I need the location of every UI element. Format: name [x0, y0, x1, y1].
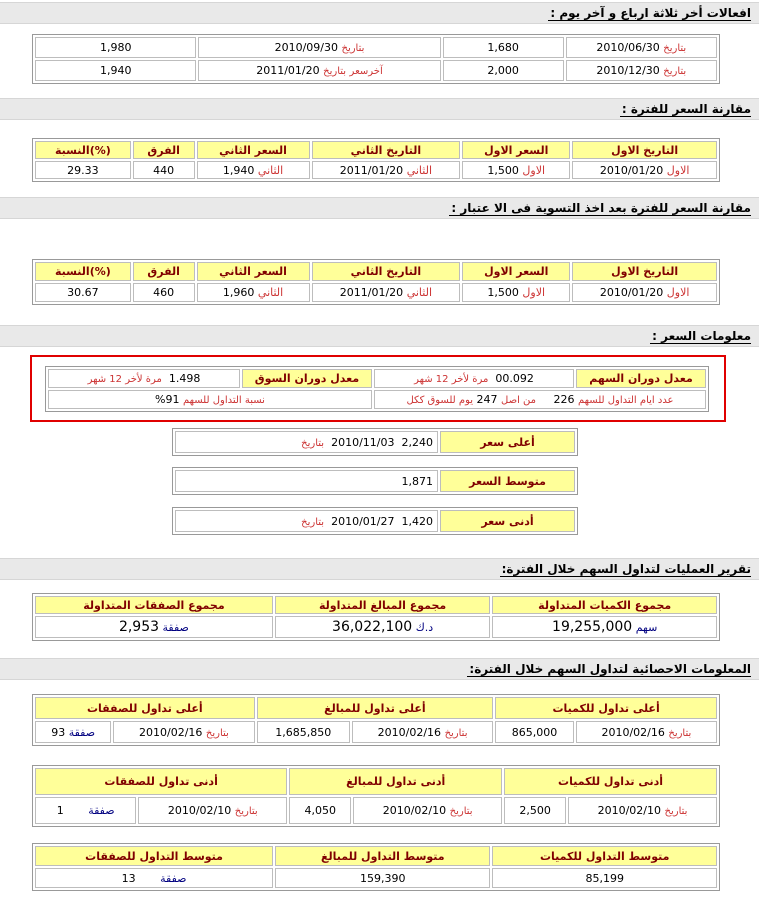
- low-deals-value: 1: [56, 804, 64, 817]
- date-label: بتاريخ: [449, 806, 473, 817]
- second-label: الثاني: [257, 286, 284, 299]
- value-cell: 1,680: [443, 37, 564, 58]
- days-note: من اصل: [501, 395, 537, 406]
- table-header-row: [35, 846, 717, 866]
- low-price-cell: [175, 510, 438, 532]
- avg-price-value: 1,871: [175, 470, 438, 492]
- date-label: بتاريخ: [663, 43, 687, 54]
- date-value: 2011/01/20: [256, 64, 320, 77]
- section-title: المعلومات الاحصائية لتداول السهم خلال الفترة:: [469, 662, 751, 676]
- header-total-amt: مجموع المبالغ المتداولة: [275, 596, 491, 614]
- turnover-stock-label: معدل دوران السهم: [576, 369, 706, 388]
- low-qty-date: 2010/02/10: [597, 804, 662, 817]
- header-date1: التاريخ الاول: [572, 262, 717, 281]
- price1-value: 1,500: [487, 286, 519, 299]
- high-amt-value: 1,685,850: [257, 721, 350, 743]
- low-deal-date-cell: [138, 797, 287, 824]
- second-label: الثاني: [257, 163, 284, 177]
- deals-unit: صفقة: [162, 621, 189, 635]
- high-qty-date-cell: [576, 721, 717, 743]
- turnover-market-value: 1.498: [168, 372, 201, 385]
- high-qty-date: 2010/02/16: [601, 725, 665, 739]
- high-price-cell: [175, 431, 438, 453]
- date2-value: 2011/01/20: [339, 163, 404, 177]
- turnover-stock-cell: [374, 369, 574, 388]
- lowest-trading-table: [32, 765, 720, 827]
- header-total-qty: مجموع الكميات المتداولة: [492, 596, 717, 614]
- header-price2: السعر الثاني: [197, 141, 310, 159]
- price2-cell: [197, 161, 310, 179]
- high-deal-date-cell: [113, 721, 254, 743]
- turnover-market-cell: [48, 369, 240, 388]
- low-amt-date: 2010/02/10: [382, 804, 447, 817]
- table-header-row: [35, 768, 717, 795]
- ratio-value: 91%: [155, 393, 180, 406]
- high-deal-date: 2010/02/16: [139, 725, 203, 739]
- table-row: [35, 60, 717, 81]
- table-row: [48, 369, 706, 388]
- date-cell: [198, 37, 440, 58]
- diff-cell: 460: [133, 283, 195, 302]
- date1-value: 2010/01/20: [599, 286, 664, 299]
- avg-amt-value: 159,390: [275, 868, 490, 888]
- ratio-label: نسبة التداول للسهم: [183, 395, 265, 406]
- header-diff: الفرق: [133, 141, 195, 159]
- low-deals-cell: [35, 797, 136, 824]
- turnover-stock-value: 00.092: [495, 372, 534, 385]
- section-title: مقارنة السعر للفترة :: [621, 102, 751, 116]
- pct-cell: 29.33: [35, 161, 131, 179]
- high-deals-value: 93: [51, 725, 66, 739]
- total-qty-cell: [492, 616, 717, 638]
- header-pct: (%)النسبة: [35, 141, 131, 159]
- trading-days-cell: [374, 390, 706, 409]
- date1-cell: [572, 283, 717, 302]
- total-deals-value: 2,953: [118, 619, 160, 636]
- adjusted-compare-table: [32, 259, 720, 305]
- header-low-deals: أدنى تداول للصفقات: [35, 768, 287, 795]
- average-trading-table: [32, 843, 720, 891]
- value-cell: 1,980: [35, 37, 196, 58]
- last-price-label: آخرسعر: [349, 66, 383, 77]
- date-label: بتاريخ: [323, 66, 347, 77]
- header-date1: التاريخ الاول: [572, 141, 717, 159]
- low-qty-value: 2,500: [504, 797, 566, 824]
- qty-unit: سهم: [635, 621, 658, 635]
- section-bar-operations: [0, 558, 759, 580]
- date-value: 2010/12/30: [596, 64, 660, 77]
- avg-deals-value: 13: [121, 871, 136, 885]
- header-avg-qty: متوسط التداول للكميات: [492, 846, 717, 866]
- date-label: بتاريخ: [668, 727, 692, 739]
- date-cell: [566, 37, 717, 58]
- date-label: بتاريخ: [234, 806, 258, 817]
- high-price-table: [172, 428, 578, 456]
- price1-value: 1,500: [487, 163, 519, 177]
- first-label: الاول: [522, 163, 546, 177]
- price2-value: 1,940: [222, 163, 255, 177]
- avg-qty-value: 85,199: [492, 868, 717, 888]
- low-deal-date: 2010/02/10: [167, 804, 232, 817]
- section-bar-price-info: [0, 325, 759, 347]
- table-row: [175, 431, 575, 453]
- avg-price-table: [172, 467, 578, 495]
- date-label: بتاريخ: [341, 43, 365, 54]
- date1-value: 2010/01/20: [599, 163, 664, 177]
- date-cell: [566, 60, 717, 81]
- date-label: بتاريخ: [663, 66, 687, 77]
- value-cell: 1,940: [35, 60, 196, 81]
- low-amt-value: 4,050: [289, 797, 351, 824]
- high-amt-date-cell: [352, 721, 493, 743]
- high-deals-cell: [35, 721, 111, 743]
- table-row: [35, 37, 717, 58]
- avg-price-label: متوسط السعر: [440, 470, 575, 492]
- trading-ratio-cell: [48, 390, 372, 409]
- table-row: [35, 283, 717, 302]
- operations-table: [32, 593, 720, 641]
- date-label: بتاريخ: [301, 437, 325, 449]
- date-label: بتاريخ: [664, 806, 688, 817]
- pct-cell: 30.67: [35, 283, 131, 302]
- amt-unit: د.ك: [415, 621, 434, 635]
- days-total: 247: [476, 393, 498, 406]
- section-bar-last-quarters: [0, 2, 759, 24]
- days-value: 226: [553, 393, 575, 406]
- avg-deals-cell: [35, 868, 273, 888]
- quarters-table: [32, 34, 720, 84]
- table-row: [48, 390, 706, 409]
- table-header-row: [35, 262, 717, 281]
- low-price-date: 2010/01/27: [331, 514, 395, 528]
- highest-trading-table: [32, 694, 720, 746]
- days-total-note: يوم للسوق ككل: [406, 395, 474, 406]
- first-label: الاول: [522, 286, 546, 299]
- date-label: بتاريخ: [205, 727, 229, 739]
- header-date2: التاريخ الثاني: [312, 262, 461, 281]
- date2-cell: [312, 161, 461, 179]
- header-low-qty: أدنى تداول للكميات: [504, 768, 717, 795]
- turnover-stock-note: مرة لأخر 12 شهر: [414, 374, 489, 385]
- header-diff: الفرق: [133, 262, 195, 281]
- table-row: [35, 161, 717, 179]
- date-label: بتاريخ: [301, 516, 325, 528]
- high-price-value: 2,240: [401, 435, 433, 449]
- section-title: مقارنة السعر للفترة بعد اخذ التسوية فى الا عتبار :: [451, 201, 751, 215]
- first-label: الاول: [666, 163, 690, 177]
- table-row: [35, 797, 717, 824]
- table-row: [35, 616, 717, 638]
- turnover-table: [45, 366, 709, 412]
- header-price1: السعر الاول: [462, 141, 570, 159]
- low-price-value: 1,420: [401, 514, 433, 528]
- header-avg-deals: متوسط التداول للصفقات: [35, 846, 273, 866]
- header-price2: السعر الثاني: [197, 262, 310, 281]
- total-deals-cell: [35, 616, 273, 638]
- price2-cell: [197, 283, 310, 302]
- header-low-amt: أدنى تداول للمبالغ: [289, 768, 502, 795]
- header-date2: التاريخ الثاني: [312, 141, 461, 159]
- price1-cell: [462, 161, 570, 179]
- price1-cell: [462, 283, 570, 302]
- first-label: الاول: [666, 286, 690, 299]
- table-row: [35, 868, 717, 888]
- header-avg-amt: متوسط التداول للمبالغ: [275, 846, 490, 866]
- low-qty-date-cell: [568, 797, 717, 824]
- date2-cell: [312, 283, 461, 302]
- table-header-row: [35, 596, 717, 614]
- header-pct: (%)النسبة: [35, 262, 131, 281]
- diff-cell: 440: [133, 161, 195, 179]
- deal-unit: صفقة: [68, 725, 96, 739]
- header-price1: السعر الاول: [462, 262, 570, 281]
- date-cell: [198, 60, 440, 81]
- table-row: [175, 510, 575, 532]
- header-total-deals: مجموع الصفقات المتداولة: [35, 596, 273, 614]
- low-price-table: [172, 507, 578, 535]
- section-bar-statistics: [0, 658, 759, 680]
- date1-cell: [572, 161, 717, 179]
- date-label: بتاريخ: [444, 727, 468, 739]
- section-title: تقرير العمليات لتداول السهم خلال الفترة:: [501, 562, 751, 576]
- high-amt-date: 2010/02/16: [377, 725, 442, 739]
- date2-value: 2011/01/20: [339, 286, 404, 299]
- table-header-row: [35, 141, 717, 159]
- value-cell: 2,000: [443, 60, 564, 81]
- total-amt-value: 36,022,100: [332, 619, 413, 636]
- deal-unit: صفقة: [88, 804, 115, 817]
- high-price-label: أعلى سعر: [440, 431, 575, 453]
- low-amt-date-cell: [353, 797, 502, 824]
- header-high-deals: أعلى تداول للصفقات: [35, 697, 255, 719]
- section-title: افعالات أخر ثلاثة ارباع و آخر يوم :: [550, 6, 751, 20]
- high-qty-value: 865,000: [495, 721, 574, 743]
- date-value: 2010/09/30: [274, 41, 338, 54]
- second-label: الثاني: [406, 286, 432, 299]
- turnover-market-label: معدل دوران السوق: [242, 369, 372, 388]
- total-qty-value: 19,255,000: [552, 619, 633, 636]
- section-bar-adjusted-compare: [0, 197, 759, 219]
- section-title: معلومات السعر :: [652, 329, 751, 343]
- date-value: 2010/06/30: [596, 41, 660, 54]
- low-price-label: أدنى سعر: [440, 510, 575, 532]
- second-label: الثاني: [406, 163, 432, 177]
- table-row: [35, 721, 717, 743]
- high-price-date: 2010/11/03: [331, 435, 395, 449]
- header-high-amt: أعلى تداول للمبالغ: [257, 697, 494, 719]
- table-row: [175, 470, 575, 492]
- table-header-row: [35, 697, 717, 719]
- price2-value: 1,960: [222, 286, 255, 299]
- price-compare-table: [32, 138, 720, 182]
- days-label: عدد ايام التداول للسهم: [578, 395, 674, 406]
- total-amt-cell: [275, 616, 491, 638]
- deal-unit: صفقة: [160, 871, 187, 885]
- section-bar-price-compare: [0, 98, 759, 120]
- turnover-market-note: مرة لأخر 12 شهر: [87, 374, 162, 385]
- header-high-qty: أعلى تداول للكميات: [495, 697, 717, 719]
